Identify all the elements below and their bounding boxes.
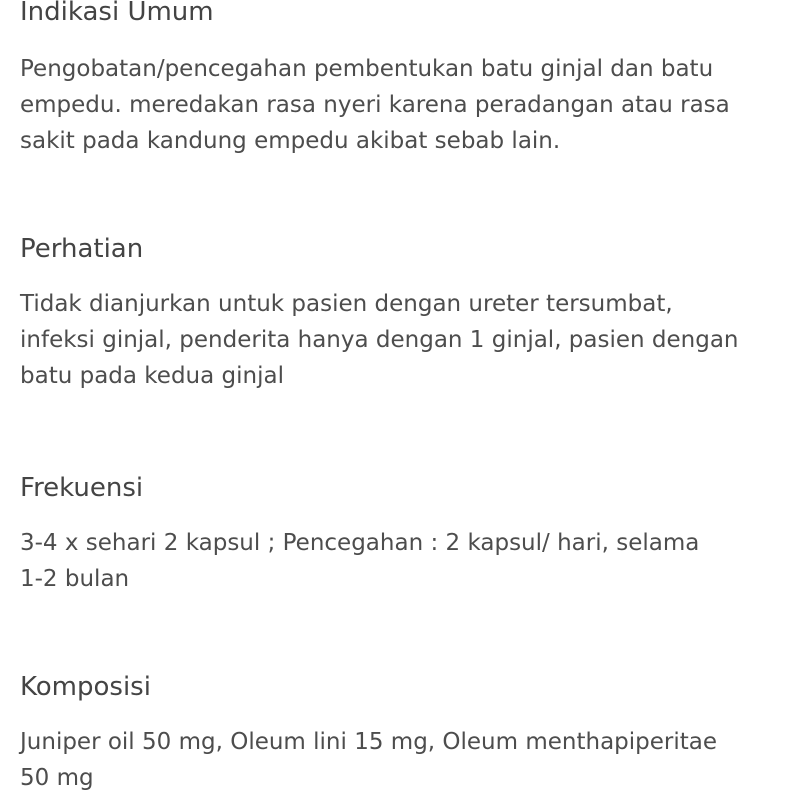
- section-body: [20, 286, 760, 394]
- body-line: batu pada kedua ginjal: [20, 363, 284, 389]
- section-frekuensi: [20, 472, 760, 597]
- body-line: Juniper oil 50 mg, Oleum lini 15 mg, Oleum menthapiperitae: [20, 729, 718, 755]
- section-perhatian: [20, 233, 760, 394]
- section-heading: Frekuensi: [20, 473, 144, 503]
- section-komposisi: [20, 671, 760, 796]
- section-heading: Indikasi Umum: [20, 0, 214, 27]
- body-line: 1-2 bulan: [20, 566, 130, 592]
- section-heading: Komposisi: [20, 672, 151, 702]
- section-body: [20, 724, 760, 796]
- section-body: [20, 525, 760, 597]
- section-indikasi-umum: [20, 0, 760, 159]
- body-line: empedu. meredakan rasa nyeri karena peradangan atau rasa: [20, 92, 730, 118]
- section-heading: Perhatian: [20, 234, 144, 264]
- section-body: [20, 51, 760, 159]
- body-line: infeksi ginjal, penderita hanya dengan 1 ginjal, pasien dengan: [20, 327, 739, 353]
- body-line: sakit pada kandung empedu akibat sebab lain.: [20, 128, 561, 154]
- body-line: 3-4 x sehari 2 kapsul ; Pencegahan : 2 kapsul/ hari, selama: [20, 530, 700, 556]
- body-line: 50 mg: [20, 765, 94, 791]
- body-line: Tidak dianjurkan untuk pasien dengan ureter tersumbat,: [20, 291, 673, 317]
- body-line: Pengobatan/pencegahan pembentukan batu ginjal dan batu: [20, 56, 714, 82]
